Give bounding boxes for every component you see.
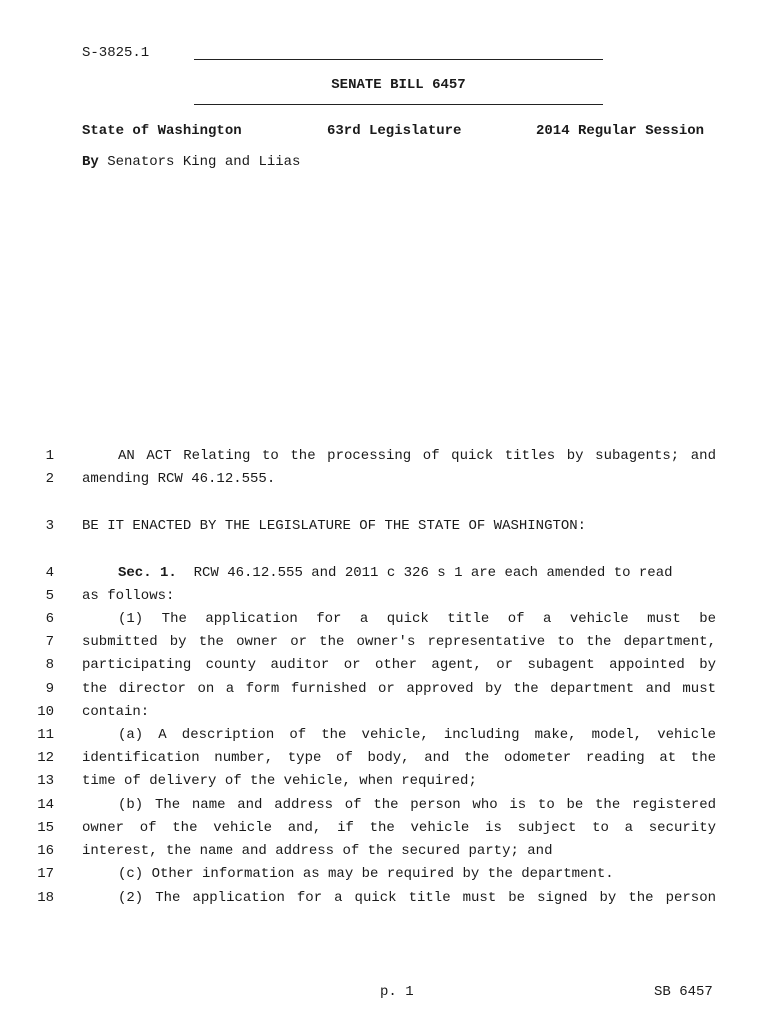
line-number: 8: [45, 657, 54, 673]
line-number: 12: [37, 750, 54, 766]
line-number: 15: [37, 820, 54, 836]
line-number: 2: [45, 471, 54, 487]
body-line: (a) A description of the vehicle, including make, model, vehicle: [118, 727, 716, 743]
body-line: (2) The application for a quick title must be signed by the person: [118, 890, 716, 906]
bill-reference: SB 6457: [654, 984, 713, 1000]
body-line: (c) Other information as may be required by the department.: [118, 866, 614, 882]
body-line: owner of the vehicle and, if the vehicle is subject to a security: [82, 820, 716, 836]
body-line: (b) The name and address of the person who is to be the registered: [118, 797, 716, 813]
line-number: 11: [37, 727, 54, 743]
header-rule-bottom: [194, 104, 603, 105]
header-rule-top: [194, 59, 603, 60]
line-number: 9: [45, 681, 54, 697]
body-line: participating county auditor or other agent, or subagent appointed by: [82, 657, 716, 673]
legislature-label: 63rd Legislature: [327, 123, 462, 139]
line-number: 13: [37, 773, 54, 789]
sponsors: Senators King and Liias: [107, 154, 301, 170]
body-line: contain:: [82, 704, 150, 720]
enacting-clause: BE IT ENACTED BY THE LEGISLATURE OF THE STATE OF WASHINGTON:: [82, 518, 587, 534]
body-line: identification number, type of body, and the odometer reading at the: [82, 750, 716, 766]
sponsor-line: [82, 154, 300, 170]
body-line: (1) The application for a quick title of a vehicle must be: [118, 611, 716, 627]
body-line: time of delivery of the vehicle, when required;: [82, 773, 477, 789]
line-number: 14: [37, 797, 54, 813]
line-number: 16: [37, 843, 54, 859]
state-label: State of Washington: [82, 123, 242, 139]
body-line: amending RCW 46.12.555.: [82, 471, 276, 487]
bill-title: SENATE BILL 6457: [331, 77, 466, 93]
body-line: AN ACT Relating to the processing of quick titles by subagents; and: [118, 448, 716, 464]
line-number: 4: [45, 565, 54, 581]
line-number: 7: [45, 634, 54, 650]
line-number: 6: [45, 611, 54, 627]
session-label: 2014 Regular Session: [536, 123, 705, 139]
by-label: By: [82, 154, 99, 170]
line-number: 5: [45, 588, 54, 604]
body-line: as follows:: [82, 588, 175, 604]
line-number: 10: [37, 704, 54, 720]
line-number: 18: [37, 890, 54, 906]
section-heading-line: [82, 565, 716, 581]
document-id: S-3825.1: [82, 45, 150, 61]
page-number: p. 1: [380, 984, 414, 1000]
line-number: 1: [45, 448, 54, 464]
body-line: submitted by the owner or the owner's representative to the department,: [82, 634, 716, 650]
section-label: Sec. 1.: [118, 565, 177, 581]
line-number: 3: [45, 518, 54, 534]
body-line: interest, the name and address of the secured party; and: [82, 843, 553, 859]
line-number: 17: [37, 866, 54, 882]
section-text: RCW 46.12.555 and 2011 c 326 s 1 are each amended to read: [193, 565, 673, 581]
body-line: the director on a form furnished or approved by the department and must: [82, 681, 716, 697]
